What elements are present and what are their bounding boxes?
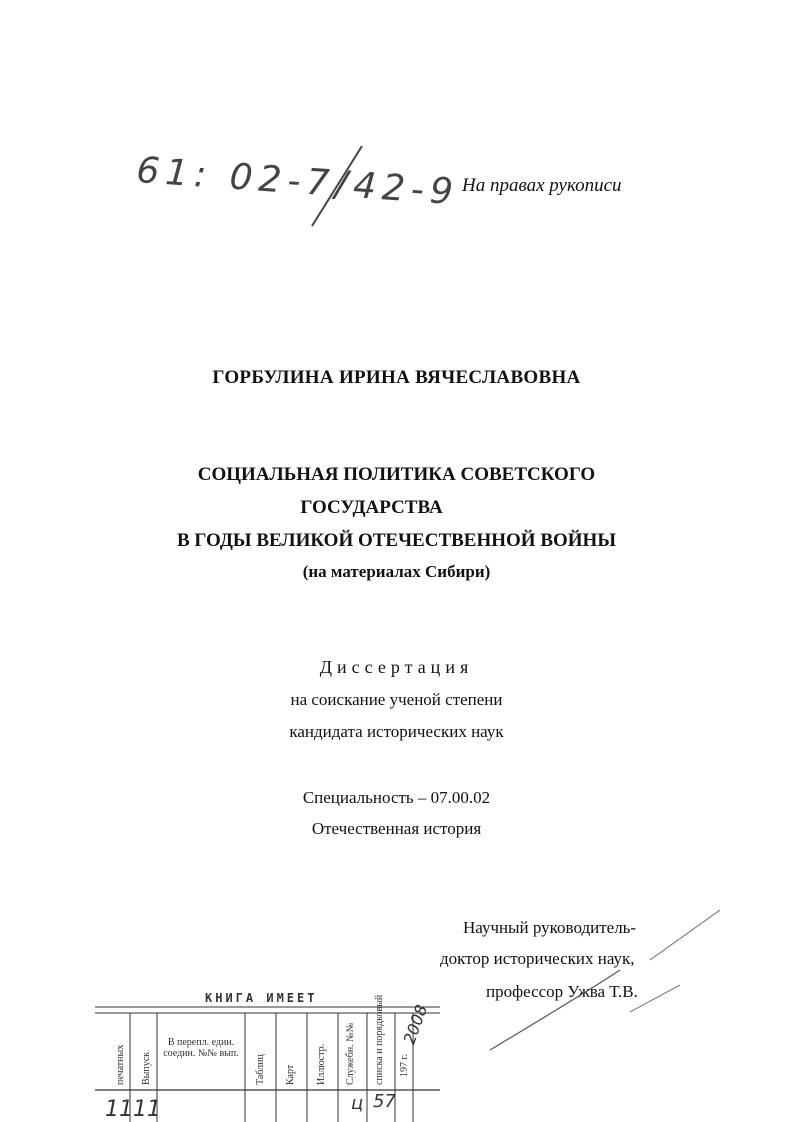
stamp-value-list: 57 xyxy=(373,1091,396,1112)
degree-line-1: на соискание ученой степени xyxy=(290,690,503,709)
stamp-col-list: списка и порядковый xyxy=(374,994,385,1085)
title-line-3: В ГОДЫ ВЕЛИКОЙ ОТЕЧЕСТВЕННОЙ ВОЙНЫ xyxy=(176,530,616,551)
title-subtitle: (на материалах Сибири) xyxy=(302,562,491,581)
stamp-value-issue: 11 xyxy=(133,1097,161,1122)
title-line-1: СОЦИАЛЬНАЯ ПОЛИТИКА СОВЕТСКОГО xyxy=(197,464,596,485)
pen-strokes xyxy=(470,900,730,1060)
supervisor-line-2: доктор исторических наук, xyxy=(440,949,635,968)
title-line-2: ГОСУДАРСТВА xyxy=(300,497,443,518)
dissertation-title xyxy=(0,458,793,557)
stamp-col-year: 197 г. xyxy=(399,1054,410,1077)
stamp-col-printed: печатных xyxy=(115,1044,126,1085)
handwritten-slash-mark xyxy=(290,140,380,230)
stamp-col-illustrations: Иллюстр. xyxy=(316,1043,327,1085)
stamp-value-printed: 11 xyxy=(105,1097,133,1122)
specialty-name: Отечественная история xyxy=(311,819,482,838)
stamp-value-service: ц xyxy=(351,1093,364,1114)
stamp-col-service: Служебн. №№ xyxy=(345,1022,356,1085)
stamp-col-tables: Таблиц xyxy=(255,1054,266,1085)
document-type: Диссертация xyxy=(319,657,474,677)
archive-code: 61: 02-7/42-9 xyxy=(135,150,461,214)
stamp-heading: КНИГА ИМЕЕТ xyxy=(205,991,318,1005)
library-stamp xyxy=(95,985,440,1122)
stamp-col-issue: Выпуск xyxy=(141,1051,152,1085)
supervisor-line-1: Научный руководитель- xyxy=(463,918,637,937)
specialty-code: Специальность – 07.00.02 xyxy=(302,788,491,807)
stamp-col-binding: В перепл. един. соедин. №№ вып. xyxy=(163,1037,239,1059)
stamp-handwritten-year: 2008 xyxy=(399,1002,432,1047)
rights-note: На правах рукописи xyxy=(462,175,622,196)
author-name: ГОРБУЛИНА ИРИНА ВЯЧЕСЛАВОВНА xyxy=(212,367,581,388)
degree-line-2: кандидата исторических наук xyxy=(289,722,504,741)
supervisor-line-3: профессор Ужва Т.В. xyxy=(486,982,638,1001)
stamp-col-maps: Карт xyxy=(285,1064,296,1085)
